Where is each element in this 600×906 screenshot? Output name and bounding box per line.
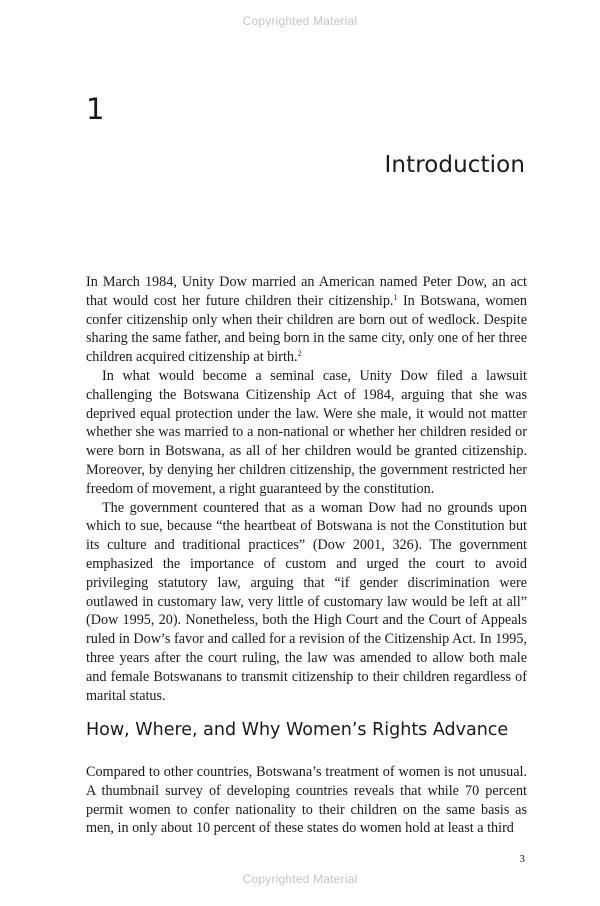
page-number: 3 <box>519 853 525 865</box>
paragraph-4: Compared to other countries, Botswana’s treatment of women is not unusual. A thumbnail survey of developing countries reveals that while 70 percent permit women to confer nationality to their children on the same basis as men, in only about 10 percent of these states do women hold at least a third <box>86 764 527 837</box>
intro-body <box>86 273 527 705</box>
copyright-watermark-top: Copyrighted Material <box>242 14 358 28</box>
footnote-ref-2[interactable]: 2 <box>297 349 302 359</box>
footnote-ref-1[interactable]: 1 <box>393 292 398 302</box>
paragraph-1-text-b: In Botswana, women confer citizenship only when their children are born out of wedlock. Despite sharing the same father, and being born in the same city, only one of her three children acquired citizenship at birth. <box>86 292 528 366</box>
section-body <box>86 763 527 838</box>
section-heading: How, Where, and Why Women’s Rights Advance <box>86 720 509 740</box>
paragraph-1-text-a: In March 1984, Unity Dow married an American named Peter Dow, an act that would cost her future children their citizenship. <box>86 274 527 309</box>
paragraph-3: The government countered that as a woman Dow had no grounds upon which to sue, because “the heartbeat of Botswana is not the Constitution but its culture and traditional practices” (Dow 2001, 326). The government emphasized the importance of custom and urged the court to avoid privileging statutory law, arguing that “if gender discrimination were outlawed in customary law, very little of customary law would be left at all” (Dow 1995, 20). Nonetheless, both the High Court and the Court of Appeals ruled in Dow’s favor and called for a revision of the Citizenship Act. In 1995, three years after the court ruling, the law was amended to allow both male and female Botswanans to transmit citizenship to their children regardless of marital status. <box>86 499 527 704</box>
paragraph-1 <box>86 273 527 367</box>
chapter-number: 1 <box>86 92 105 126</box>
paragraph-2: In what would become a seminal case, Unity Dow filed a lawsuit challenging the Botswana Citizenship Act of 1984, arguing that she was deprived equal protection under the law. Were she male, it would not matter whether she was married to a non-national or whether her children resided or were born in Botswana, as all of her children would be granted citizenship. Moreover, by denying her children citizenship, the government restricted her freedom of movement, a right guaranteed by the constitution. <box>86 367 527 497</box>
chapter-title: Introduction <box>384 152 525 178</box>
copyright-watermark-bottom: Copyrighted Material <box>242 872 358 886</box>
